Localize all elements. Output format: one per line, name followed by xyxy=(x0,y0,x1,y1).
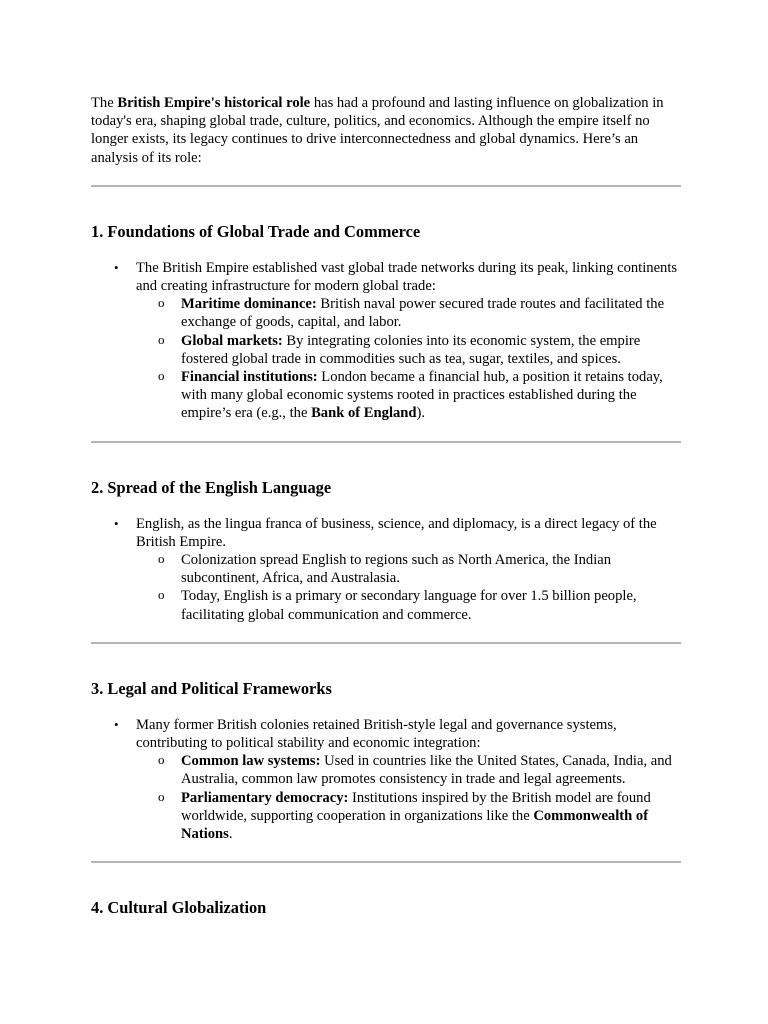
section-heading: 2. Spread of the English Language xyxy=(91,477,332,497)
term: Parliamentary democracy: xyxy=(181,789,349,806)
sub-text: British naval power secured trade routes and facilitated the exchange of goods, capital, and labor. xyxy=(181,296,665,331)
section-divider xyxy=(91,441,681,443)
sub-bullet-icon: o xyxy=(158,752,165,768)
bullet-list xyxy=(91,259,681,423)
sub-text: Today, English is a primary or secondary language for over 1.5 billion people, facilitating global communication and commerce. xyxy=(181,588,637,623)
sub-list-item xyxy=(136,752,681,788)
sub-bullet-icon: o xyxy=(158,587,165,603)
term: Commonwealth of Nations xyxy=(181,807,649,843)
list-item xyxy=(91,515,681,624)
section-heading: 3. Legal and Political Frameworks xyxy=(91,678,332,698)
bullet-icon: • xyxy=(114,515,119,531)
sub-text: Used in countries like the United States, Canada, India, and Australia, common law promotes consistency in trade and legal agreements. xyxy=(181,753,672,788)
sub-list xyxy=(136,752,681,843)
sub-list-item xyxy=(136,551,681,587)
sub-bullet-icon: o xyxy=(158,551,165,567)
sub-bullet-icon: o xyxy=(158,368,165,384)
term: Bank of England xyxy=(311,405,417,422)
section-divider xyxy=(91,861,681,863)
document-body xyxy=(91,94,681,918)
bullet-list xyxy=(91,716,681,843)
sub-list-item xyxy=(136,332,681,368)
bullet-text: The British Empire established vast global trade networks during its peak, linking continents and creating infrastructure for modern global trade: xyxy=(136,259,678,295)
intro-text-rest: has had a profound and lasting influence on globalization in today's era, shaping global trade, culture, politics, and economics. Although the empire itself no longer exists, its legacy continues to drive interconnectedness and global dynamics. Here’s an analysis of its role: xyxy=(91,95,664,166)
sub-list-item xyxy=(136,587,681,623)
term: Maritime dominance: xyxy=(181,296,317,313)
sub-list-item xyxy=(136,368,681,423)
bullet-text: English, as the lingua franca of business, science, and diplomacy, is a direct legacy of the British Empire. xyxy=(136,515,657,550)
sub-list-item xyxy=(136,789,681,844)
sub-list-item xyxy=(136,295,681,331)
sub-text: Institutions inspired by the British model are found worldwide, supporting cooperation in organizations like the xyxy=(181,789,651,824)
sub-list xyxy=(136,295,681,422)
sub-text: London became a financial hub, a position it retains today, with many global economic systems rooted in practices established during the empire’s era (e.g., the xyxy=(181,369,663,422)
sub-bullet-icon: o xyxy=(158,295,165,311)
list-item xyxy=(91,259,681,423)
intro-bold: British Empire's historical role xyxy=(117,95,311,111)
bullet-icon: • xyxy=(114,716,119,732)
intro-text: The xyxy=(91,95,118,111)
term: Financial institutions: xyxy=(181,369,318,386)
term: Common law systems: xyxy=(181,753,321,770)
sub-bullet-icon: o xyxy=(158,331,165,347)
sub-text: By integrating colonies into its economic system, the empire fostered global trade in commodities such as tea, sugar, textiles, and spices. xyxy=(181,332,641,367)
bullet-text: Many former British colonies retained British-style legal and governance systems, contributing to political stability and economic integration: xyxy=(136,716,617,752)
section-heading: 4. Cultural Globalization xyxy=(91,898,267,918)
section-heading: 1. Foundations of Global Trade and Commerce xyxy=(91,221,421,241)
list-item xyxy=(91,716,681,843)
sub-text: . xyxy=(228,826,233,843)
section-divider xyxy=(91,185,681,187)
sub-text: Colonization spread English to regions such as North America, the Indian subcontinent, Africa, and Australasia. xyxy=(181,552,612,587)
sub-text: ). xyxy=(416,405,426,422)
sub-list xyxy=(136,551,681,624)
intro-paragraph xyxy=(91,94,681,167)
sub-bullet-icon: o xyxy=(158,788,165,804)
bullet-list xyxy=(91,515,681,624)
section-divider xyxy=(91,642,681,644)
term: Global markets: xyxy=(181,332,283,349)
bullet-icon: • xyxy=(114,259,119,275)
